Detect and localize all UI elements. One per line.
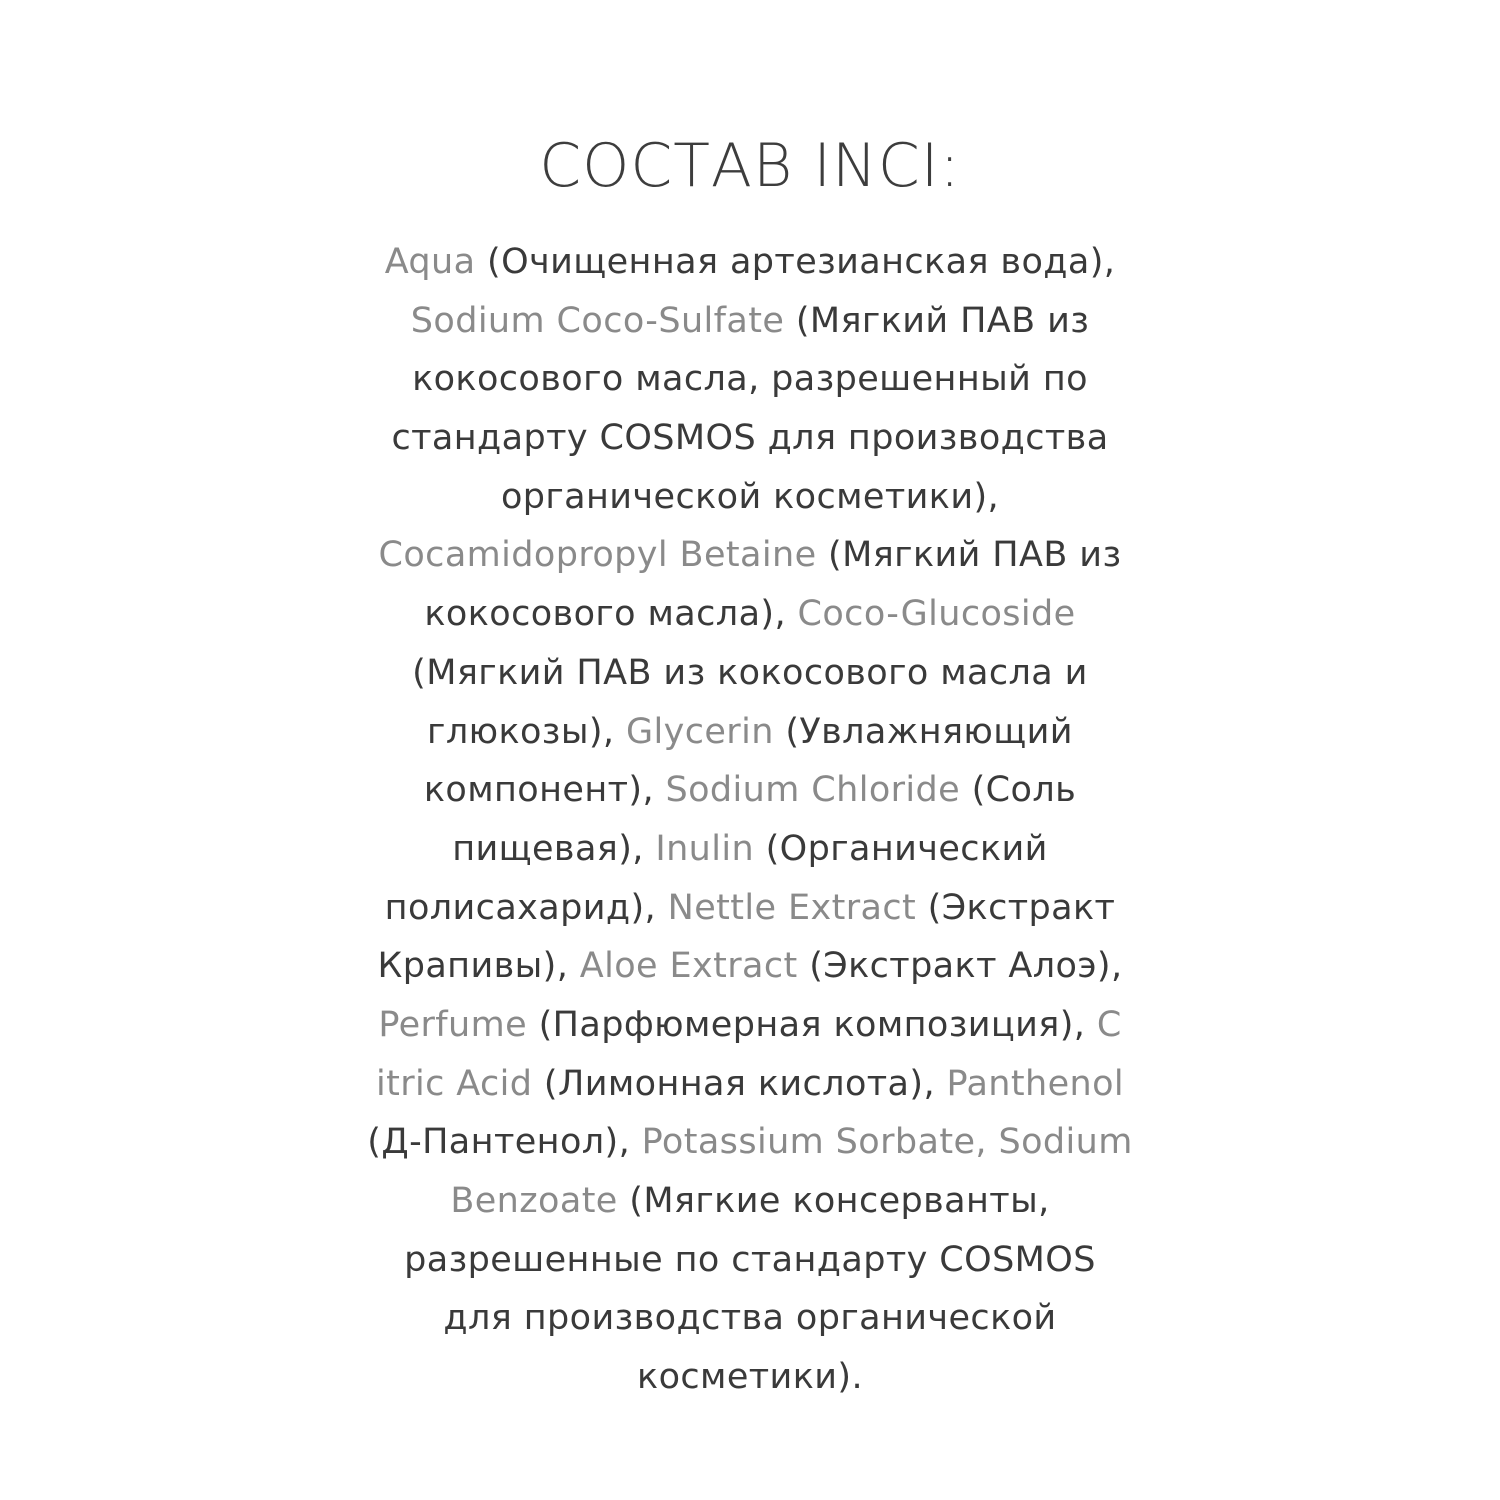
ingredient-description: (Экстракт <box>927 887 1116 928</box>
ingredients-line <box>0 1113 1500 1172</box>
ingredient-description: пищевая), <box>452 828 656 869</box>
ingredients-line <box>0 879 1500 938</box>
ingredient-inci-name: Nettle Extract <box>667 887 928 928</box>
ingredient-description: (Экстракт Алоэ), <box>809 946 1123 987</box>
ingredient-inci-name: Aqua <box>384 242 488 282</box>
ingredients-line <box>0 1231 1500 1290</box>
ingredients-line <box>0 703 1500 762</box>
ingredients-line <box>0 761 1500 820</box>
ingredient-inci-name: Potassium Sorbate, Sodium <box>641 1122 1133 1163</box>
ingredient-inci-name: Coco-Glucoside <box>797 594 1076 635</box>
ingredient-description: (Мягкий ПАВ из <box>828 535 1122 576</box>
ingredient-description: кокосового масла), <box>424 594 798 635</box>
ingredient-description: (Лимонная кислота), <box>543 1063 947 1104</box>
ingredient-description: (Очищенная артезианская вода), <box>487 242 1116 282</box>
ingredients-line <box>0 468 1500 527</box>
ingredient-description: компонент), <box>423 770 666 811</box>
ingredients-list <box>0 233 1500 1407</box>
ingredient-description: (Д-Пантенол), <box>367 1122 642 1163</box>
ingredient-description: (Парфюмерная композиция), <box>538 1004 1097 1045</box>
ingredient-description: (Мягкий ПАВ из кокосового масла и <box>412 652 1088 693</box>
page-title: СОСТАВ INCI: <box>539 131 961 201</box>
ingredient-description: глюкозы), <box>427 711 626 752</box>
ingredients-line <box>0 409 1500 468</box>
ingredient-inci-name: Perfume <box>378 1004 539 1045</box>
ingredients-line <box>0 1172 1500 1231</box>
ingredient-description: косметики). <box>637 1357 863 1398</box>
ingredient-inci-name: Sodium Chloride <box>665 770 972 811</box>
ingredient-inci-name: Glycerin <box>625 711 786 752</box>
ingredient-description: разрешенные по стандарту COSMOS <box>404 1239 1096 1280</box>
ingredient-description: (Органический <box>765 828 1048 869</box>
ingredients-line <box>0 1348 1500 1407</box>
ingredient-inci-name: Benzoate <box>450 1181 630 1221</box>
ingredients-line <box>0 820 1500 879</box>
ingredient-inci-name: Cocamidopropyl Betaine <box>378 535 829 576</box>
ingredient-description: кокосового масла, разрешенный по <box>412 359 1088 400</box>
ingredient-description: органической косметики), <box>500 476 1000 517</box>
ingredient-description: Крапивы), <box>377 946 580 987</box>
ingredient-description: (Мягкий ПАВ из <box>795 300 1090 341</box>
ingredients-line <box>0 1055 1500 1114</box>
ingredients-line <box>0 292 1500 351</box>
ingredient-description: полисахарид), <box>384 887 668 928</box>
ingredients-line <box>0 937 1500 996</box>
ingredient-inci-name: Panthenol <box>946 1063 1125 1104</box>
ingredient-description: (Мягкие консерванты, <box>629 1181 1050 1221</box>
ingredient-inci-name: C <box>1096 1004 1122 1045</box>
ingredients-line <box>0 1289 1500 1348</box>
ingredient-description: для производства органической <box>443 1298 1057 1339</box>
ingredients-line <box>0 350 1500 409</box>
ingredient-description: (Соль <box>971 770 1077 811</box>
ingredient-inci-name: Inulin <box>655 828 766 869</box>
ingredient-description: (Увлажняющий <box>785 711 1073 752</box>
ingredient-inci-name: itric Acid <box>375 1063 544 1104</box>
ingredient-description: стандарту COSMOS для производства <box>391 418 1109 459</box>
ingredients-line <box>0 233 1500 292</box>
ingredient-inci-name: Sodium Coco-Sulfate <box>410 300 796 341</box>
ingredient-inci-name: Aloe Extract <box>579 946 810 987</box>
ingredients-line <box>0 585 1500 644</box>
ingredients-line <box>0 644 1500 703</box>
ingredients-line <box>0 526 1500 585</box>
ingredients-line <box>0 996 1500 1055</box>
